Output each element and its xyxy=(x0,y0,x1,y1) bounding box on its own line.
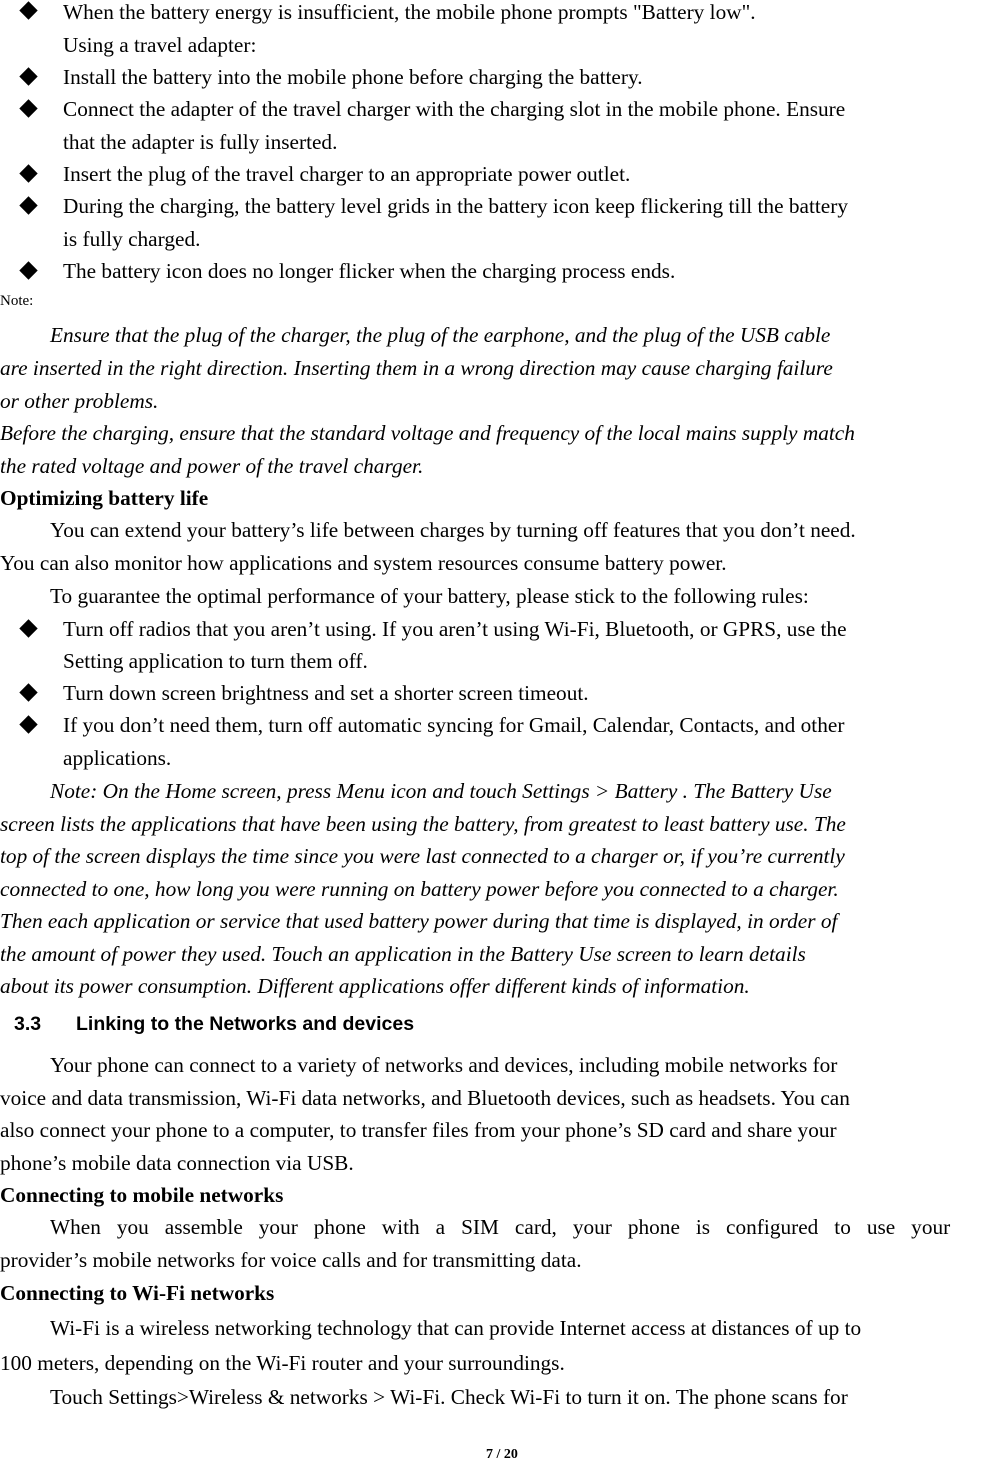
paragraph-line: Wi-Fi is a wireless networking technology that can provide Internet access at distances of up to xyxy=(50,1316,862,1340)
bullet-diamond-icon xyxy=(19,67,37,85)
bullet-text: Install the battery into the mobile phone before charging the battery. xyxy=(63,65,643,89)
bullet-text-continued: that the adapter is fully inserted. xyxy=(63,130,338,154)
note-label: Note: xyxy=(0,293,34,309)
bullet-diamond-icon xyxy=(19,619,37,637)
paragraph-line: also connect your phone to a computer, to transfer files from your phone’s SD card and share your xyxy=(0,1118,837,1142)
paragraph-line: voice and data transmission, Wi-Fi data networks, and Bluetooth devices, such as headsets. You can xyxy=(0,1086,850,1110)
paragraph-line: You can extend your battery’s life between charges by turning off features that you don’t need. xyxy=(50,518,856,542)
paragraph-line: 100 meters, depending on the Wi-Fi router and your surroundings. xyxy=(0,1351,565,1375)
note-line: about its power consumption. Different applications offer different kinds of information. xyxy=(0,974,750,998)
note-line: top of the screen displays the time since you were last connected to a charger or, if you’re currently xyxy=(0,844,845,868)
paragraph-line: You can also monitor how applications and system resources consume battery power. xyxy=(0,551,727,575)
mobile-networks-heading: Connecting to mobile networks xyxy=(0,1183,284,1207)
paragraph-line: When you assemble your phone with a SIM card, your phone is configured to use your xyxy=(50,1215,951,1239)
bullet-text: Turn down screen brightness and set a shorter screen timeout. xyxy=(63,681,589,705)
paragraph-line: To guarantee the optimal performance of your battery, please stick to the following rules: xyxy=(50,584,809,608)
paragraph-line: provider’s mobile networks for voice calls and for transmitting data. xyxy=(0,1248,582,1272)
bullet-diamond-icon xyxy=(19,261,37,279)
paragraph-line: Touch Settings>Wireless & networks > Wi-Fi. Check Wi-Fi to turn it on. The phone scans for xyxy=(50,1385,848,1409)
bullet-text-continued: is fully charged. xyxy=(63,227,201,251)
bullet-text-continued: Setting application to turn them off. xyxy=(63,649,368,673)
travel-adapter-label: Using a travel adapter: xyxy=(63,33,257,57)
bullet-text-continued: applications. xyxy=(63,746,172,770)
optimizing-heading: Optimizing battery life xyxy=(0,486,209,510)
bullet-diamond-icon xyxy=(19,683,37,701)
note-line: Ensure that the plug of the charger, the plug of the earphone, and the plug of the USB cable xyxy=(50,323,831,347)
note-line: the rated voltage and power of the travel charger. xyxy=(0,454,424,478)
note-line: screen lists the applications that have been using the battery, from greatest to least battery use. The xyxy=(0,812,846,836)
section-title: Linking to the Networks and devices xyxy=(76,1013,415,1035)
note-line: the amount of power they used. Touch an application in the Battery Use screen to learn details xyxy=(0,942,806,966)
note-line: or other problems. xyxy=(0,389,159,413)
paragraph-line: Your phone can connect to a variety of networks and devices, including mobile networks for xyxy=(50,1053,838,1077)
note-line: Note: On the Home screen, press Menu icon and touch Settings > Battery . The Battery Use xyxy=(50,779,832,803)
wifi-networks-heading: Connecting to Wi-Fi networks xyxy=(0,1281,275,1305)
bullet-text: During the charging, the battery level grids in the battery icon keep flickering till the battery xyxy=(63,194,848,218)
section-number: 3.3 xyxy=(14,1013,42,1035)
bullet-diamond-icon xyxy=(19,196,37,214)
bullet-diamond-icon xyxy=(19,164,37,182)
bullet-text: Turn off radios that you aren’t using. If you aren’t using Wi-Fi, Bluetooth, or GPRS, use the xyxy=(63,617,847,641)
bullet-diamond-icon xyxy=(19,715,37,733)
bullet-diamond-icon xyxy=(19,99,37,117)
note-line: are inserted in the right direction. Inserting them in a wrong direction may cause charging failure xyxy=(0,356,833,380)
note-line: Before the charging, ensure that the standard voltage and frequency of the local mains supply match xyxy=(0,421,855,445)
bullet-text: Connect the adapter of the travel charger with the charging slot in the mobile phone. Ensure xyxy=(63,97,846,121)
note-line: connected to one, how long you were running on battery power before you connected to a charger. xyxy=(0,877,839,901)
bullet-text: If you don’t need them, turn off automatic syncing for Gmail, Calendar, Contacts, and other xyxy=(63,713,845,737)
bullet-diamond-icon xyxy=(19,1,37,19)
note-line: Then each application or service that used battery power during that time is displayed, in order of xyxy=(0,909,838,933)
bullet-text: When the battery energy is insufficient, the mobile phone prompts "Battery low". xyxy=(63,0,756,24)
bullet-text: Insert the plug of the travel charger to an appropriate power outlet. xyxy=(63,162,631,186)
bullet-text: The battery icon does no longer flicker when the charging process ends. xyxy=(63,259,676,283)
page-number: 7 / 20 xyxy=(486,1447,518,1462)
paragraph-line: phone’s mobile data connection via USB. xyxy=(0,1151,354,1175)
